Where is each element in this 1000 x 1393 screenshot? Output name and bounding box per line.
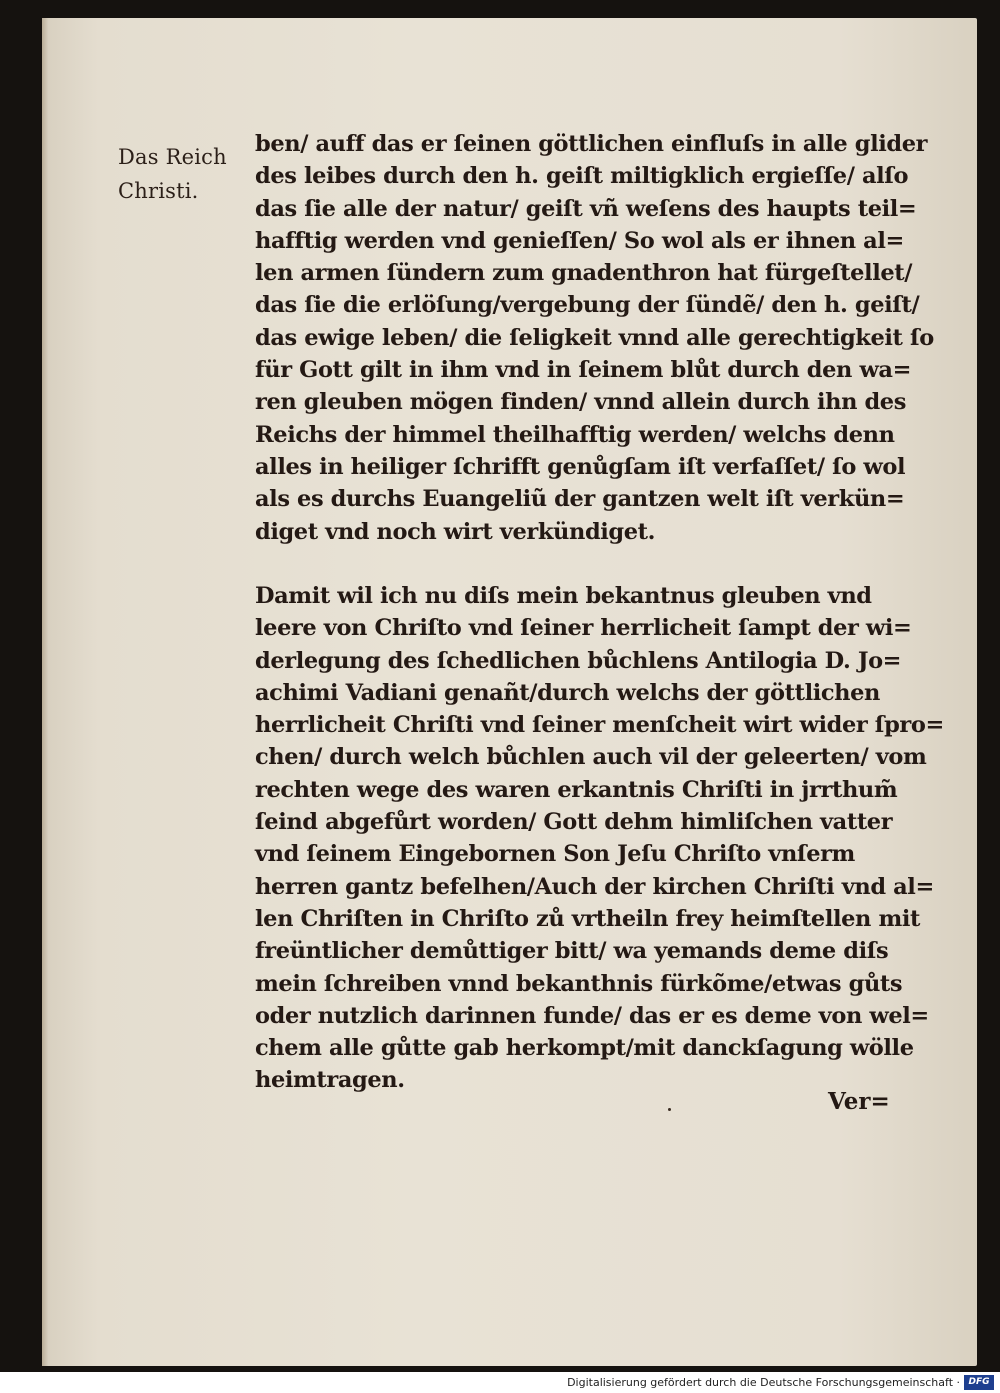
text-line: ſeind abgefůrt worden/ Gott dehm himliſchen vatter — [255, 809, 893, 836]
paragraph-2 — [255, 580, 944, 1097]
text-line: herrlicheit Chriſti vnd ſeiner menſcheit wirt wider ſpro= — [255, 712, 944, 739]
text-line: len Chriſten in Chriſto zů vrtheiln frey heimſtellen mit — [255, 905, 920, 932]
text-line: ben/ auff das er ſeinen göttlichen einfluſs in alle glider — [255, 131, 928, 157]
digitization-footer — [0, 1372, 1000, 1393]
funding-credit: Digitalisierung gefördert durch die Deutsche Forschungsgemeinschaft · — [567, 1376, 960, 1389]
text-line: vnd ſeinem Eingebornen Son Jeſu Chriſto vnſerm — [255, 841, 855, 868]
text-line: Reichs der himmel theilhafftig werden/ welchs denn — [255, 421, 895, 448]
ink-speck — [668, 1108, 671, 1111]
dfg-logo: DFG — [964, 1375, 994, 1390]
text-line: rechten wege des waren erkantnis Chriſti in jrrthum̃ — [255, 776, 898, 803]
text-line: chen/ durch welch bůchlen auch vil der geleerten/ vom — [255, 744, 927, 771]
text-line: ren gleuben mögen finden/ vnnd allein durch ihn des — [255, 389, 906, 416]
page-gutter-edge — [42, 18, 48, 1366]
paragraph-1 — [255, 128, 934, 548]
text-line: für Gott gilt in ihm vnd in ſeinem blůt durch den wa= — [255, 357, 912, 384]
text-line: Damit wil ich nu diſs mein bekantnus gleuben vnd — [255, 583, 872, 609]
text-line: das ſie die erlöſung/vergebung der ſündẽ/ den h. geiſt/ — [255, 292, 920, 319]
text-line: das ſie alle der natur/ geiſt vñ weſens des haupts teil= — [255, 195, 917, 222]
text-line: herren gantz befelhen/Auch der kirchen Chriſti vnd al= — [255, 873, 934, 900]
text-line: oder nutzlich darinnen funde/ das er es deme von wel= — [255, 1002, 929, 1029]
text-line: mein ſchreiben vnnd bekanthnis fürkõme/etwas gůts — [255, 970, 903, 997]
text-line: len armen ſündern zum gnadenthron hat fürgeſtellet/ — [255, 260, 913, 287]
marginal-note-line: Christi. — [118, 179, 199, 203]
text-line: leere von Chriſto vnd ſeiner herrlicheit ſampt der wi= — [255, 615, 912, 642]
text-line: chem alle gůtte gab herkompt/mit danckſagung wölle — [255, 1035, 914, 1062]
text-line: heimtragen. — [255, 1067, 405, 1094]
catchword: Ver= — [828, 1088, 890, 1115]
text-line: achimi Vadiani genañt/durch welchs der göttlichen — [255, 679, 881, 706]
marginal-note — [118, 140, 238, 208]
text-line: alles in heiliger ſchrifft genůgſam iſt verfaſſet/ ſo wol — [255, 453, 906, 480]
marginal-note-line: Das Reich — [118, 145, 227, 169]
text-line: hafftig werden vnd genieſſen/ So wol als er ihnen al= — [255, 227, 904, 254]
text-line: freüntlicher demůttiger bitt/ wa yemands deme diſs — [255, 938, 889, 965]
text-line: des leibes durch den h. geiſt miltigklich ergieſſe/ alſo — [255, 163, 909, 190]
text-line: diget vnd noch wirt verkündiget. — [255, 518, 656, 545]
text-line: derlegung des ſchedlichen bůchlens Antilogia D. Jo= — [255, 647, 902, 674]
text-line: als es durchs Euangeliũ der gantzen welt iſt verkün= — [255, 486, 905, 513]
text-line: das ewige leben/ die ſeligkeit vnnd alle gerechtigkeit ſo — [255, 324, 934, 351]
